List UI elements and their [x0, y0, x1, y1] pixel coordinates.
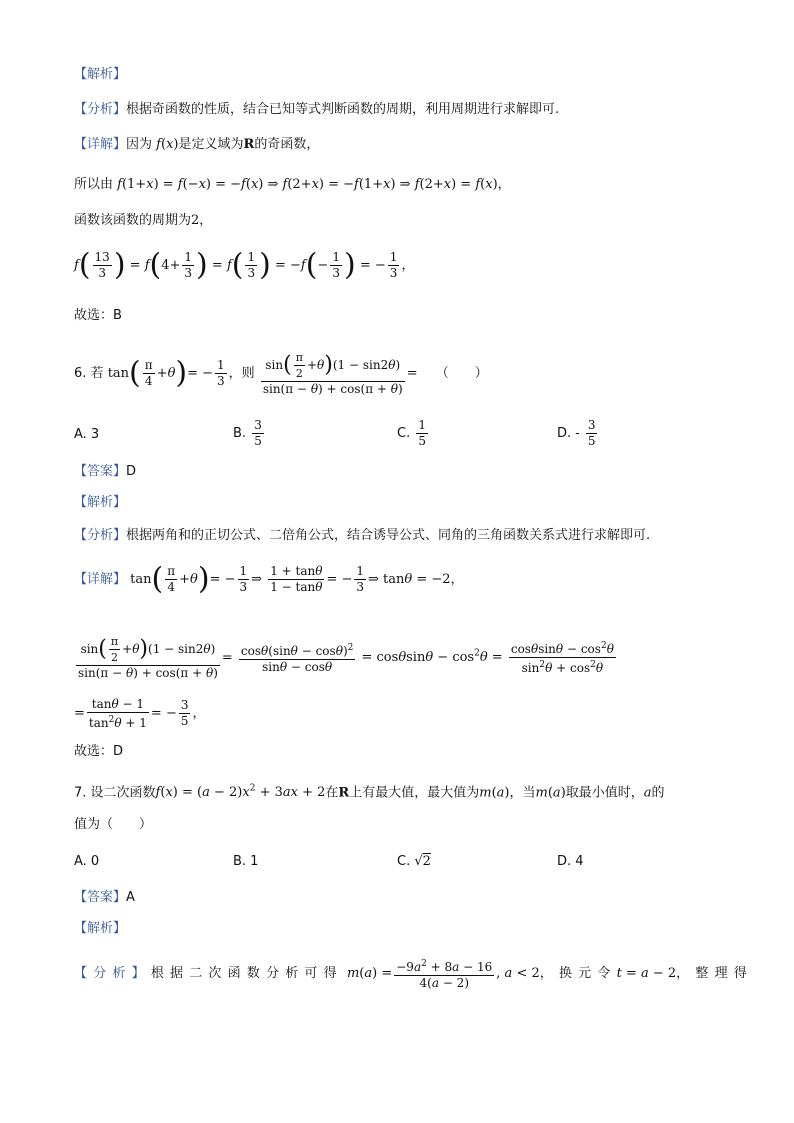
- q6-option-d: D. - $\frac{3}{5}$: [557, 418, 596, 448]
- math-fx: f(x): [156, 137, 179, 152]
- q7-stem-2: 值为（ ）: [74, 817, 153, 832]
- xiangjie-tag: 【详解】: [74, 137, 127, 152]
- q6-detail-3: = $\frac{\tan\theta - 1}{\tan^2\theta + 1}$ = − $\frac{3}{5}$ ，: [74, 696, 206, 730]
- q6-option-c: C. $\frac{1}{5}$: [397, 418, 426, 448]
- q5-derivation: 所以由 f(1+x) = f(−x) = −f(x) ⇒ f(2+x) = −f(1+x) ⇒ f(2+x) = f(x)，: [74, 177, 511, 192]
- q7-jiexi: 【解析】: [74, 921, 127, 936]
- q6-option-a: A. 3: [74, 427, 100, 442]
- q5-period: 函数该函数的周期为2，: [74, 213, 213, 228]
- q7-option-d: D. 4: [557, 854, 584, 869]
- jiexi-label: 【解析】: [74, 67, 127, 82]
- q7-option-c: C. √2: [397, 854, 431, 869]
- fenxi-tag: 【分析】: [74, 102, 127, 117]
- q6-option-b: B. $\frac{3}{5}$: [233, 418, 262, 448]
- q6-detail-1: 【详解】 tan( $\frac{\pi}{4}$ +θ)= − $\frac{1}{3}$ ⇒ $\frac{1 + \tan\theta}{1 - \tan\theta}$ = − $\frac{1}{3}$ ⇒ tanθ = −2，: [74, 561, 464, 597]
- fenxi-text: 根据奇函数的性质，结合已知等式判断函数的周期，利用周期进行求解即可.: [126, 102, 560, 117]
- q6-expression: sin( $\frac{\pi}{2}$ +θ)(1 − sin2θ) sin(π − θ) + cos(π + θ): [262, 351, 403, 396]
- q5-answer: 故选：B: [74, 308, 122, 323]
- q6-final: 故选：D: [74, 744, 124, 759]
- q6-jiexi: 【解析】: [74, 495, 127, 510]
- q7-option-a: A. 0: [74, 854, 100, 869]
- q6-stem: 6. 若 tan( $\frac{\pi}{4}$ +θ)= − $\frac{1}{3}$ ，则 sin( $\frac{\pi}{2}$ +θ)(1 − sin2θ) sin(π − θ) + cos(π + θ) = （ ）: [74, 351, 488, 396]
- q5-detail: 【详解】因为 f(x)是定义域为R的奇函数，: [74, 137, 320, 152]
- q7-answer: 【答案】A: [74, 890, 135, 905]
- q5-calc: f( $\frac{13}{3}$ ) = f(4+ $\frac{1}{3}$ ) = f( $\frac{1}{3}$ ) = −f(− $\frac{1}{3}$ ) = − $\frac{1}{3}$ ，: [74, 247, 415, 283]
- q7-option-b: B. 1: [233, 854, 259, 869]
- q7-analysis: 【分析】根据二次函数分析可得 m(a) = $\frac{-9a^2 + 8a - 16}{4(a - 2)}$ , a < 2，换元令t = a − 2，整理得: [74, 958, 753, 990]
- math-periodicity: f(1+x) = f(−x) = −f(x) ⇒ f(2+x) = −f(1+x) ⇒ f(2+x) = f(x): [117, 177, 498, 192]
- q6-analysis: 【分析】根据两角和的正切公式、二倍角公式，结合诱导公式、同角的三角函数关系式进行求解即可.: [74, 528, 651, 543]
- q5-analysis: [74, 101, 559, 119]
- q6-answer: 【答案】D: [74, 464, 137, 479]
- q6-detail-2: sin( $\frac{\pi}{2}$ +θ)(1 − sin2θ) sin(π − θ) + cos(π + θ) = $\frac{\cos\theta(\sin\theta - \cos\theta)^2}{\sin\theta - \cos\theta}$ = $\cos\theta\sin\theta - \cos^2\theta$ = $\frac{\cos\theta\sin\theta - \cos^2\theta}{\sin^2\theta + \cos^2\theta}$: [78, 635, 614, 681]
- q7-stem: 7. 设二次函数$f(x) = (a - 2)x^2 + 3ax + 2$在R上有最大值，最大值为m(a)，当m(a)取最小值时，a的: [74, 784, 665, 801]
